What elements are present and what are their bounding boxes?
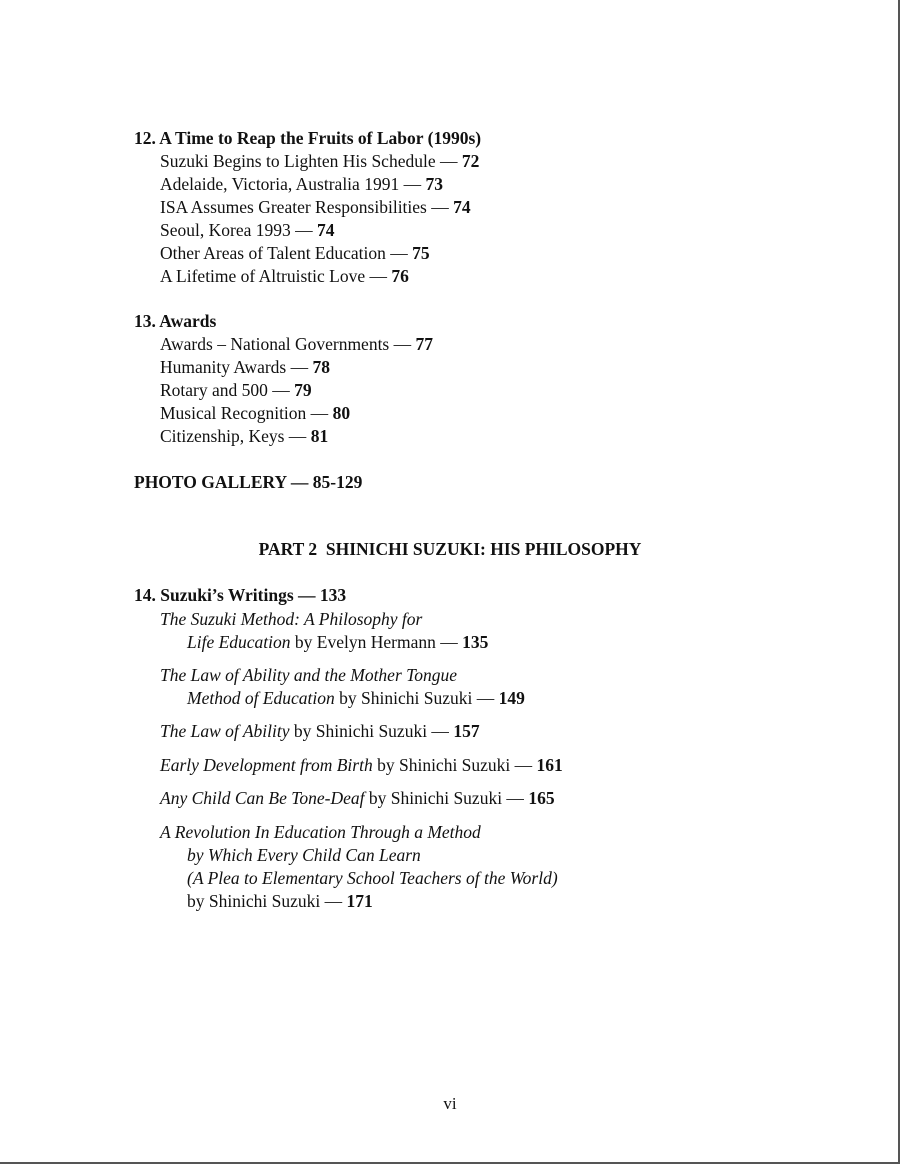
- entry-title: Suzuki Begins to Lighten His Schedule —: [160, 151, 462, 171]
- writing-title-cont: [187, 687, 525, 709]
- writing-title: Early Development from Birth: [160, 755, 373, 775]
- entry-title: Seoul, Korea 1993 —: [160, 220, 317, 240]
- writing-author-line: [187, 890, 373, 912]
- toc-entry[interactable]: [160, 402, 350, 424]
- entry-page: 80: [332, 403, 351, 423]
- chapter-12-heading: 12. A Time to Reap the Fruits of Labor (1990s): [134, 128, 482, 148]
- writing-entry[interactable]: [160, 787, 555, 809]
- entry-page: 157: [453, 721, 480, 741]
- toc-entry[interactable]: [160, 242, 430, 264]
- entry-page: 74: [317, 220, 335, 240]
- toc-entry[interactable]: [160, 265, 409, 287]
- entry-title: Citizenship, Keys —: [160, 426, 311, 446]
- writing-author: by Shinichi Suzuki —: [372, 755, 537, 775]
- writing-entry[interactable]: [160, 754, 563, 776]
- part-2-heading: PART 2 SHINICHI SUZUKI: HIS PHILOSOPHY: [258, 539, 642, 559]
- entry-title: Other Areas of Talent Education —: [160, 243, 413, 263]
- entry-title: Rotary and 500 —: [160, 380, 295, 400]
- writing-author: by Shinichi Suzuki —: [289, 721, 454, 741]
- toc-entry[interactable]: [160, 150, 479, 172]
- entry-page: 149: [498, 688, 525, 708]
- page-number: vi: [443, 1094, 457, 1113]
- entry-page: 135: [462, 632, 489, 652]
- toc-entry[interactable]: [160, 379, 312, 401]
- photo-gallery-entry[interactable]: PHOTO GALLERY — 85-129: [134, 472, 363, 492]
- writing-title: Method of Education: [187, 688, 335, 708]
- entry-page: 165: [528, 788, 555, 808]
- writing-title: The Suzuki Method: A Philosophy for: [160, 609, 423, 629]
- entry-page: 74: [453, 197, 471, 217]
- entry-title: Adelaide, Victoria, Australia 1991 —: [160, 174, 426, 194]
- entry-page: 161: [536, 755, 563, 775]
- toc-entry[interactable]: [160, 219, 335, 241]
- writing-title: Any Child Can Be Tone-Deaf: [160, 788, 365, 808]
- entry-page: 76: [391, 266, 409, 286]
- toc-entry[interactable]: [160, 356, 330, 378]
- entry-page: 75: [412, 243, 430, 263]
- writing-author: by Shinichi Suzuki —: [187, 891, 347, 911]
- entry-page: 79: [294, 380, 312, 400]
- entry-title: Humanity Awards —: [160, 357, 313, 377]
- writing-title: Life Education: [187, 632, 291, 652]
- writing-title: The Law of Ability and the Mother Tongue: [160, 665, 458, 685]
- writing-title: A Revolution In Education Through a Method: [160, 822, 481, 842]
- entry-page: 73: [425, 174, 443, 194]
- entry-title: ISA Assumes Greater Responsibilities —: [160, 197, 454, 217]
- entry-page: 78: [312, 357, 330, 377]
- entry-title: Musical Recognition —: [160, 403, 333, 423]
- writing-entry[interactable]: [160, 720, 480, 742]
- entry-title: Awards – National Governments —: [160, 334, 416, 354]
- entry-page: 171: [346, 891, 373, 911]
- writing-title-cont: (A Plea to Elementary School Teachers of the World): [187, 868, 558, 888]
- writing-title-cont: by Which Every Child Can Learn: [187, 845, 421, 865]
- toc-entry[interactable]: [160, 425, 328, 447]
- toc-entry[interactable]: [160, 173, 443, 195]
- toc-entry[interactable]: [160, 196, 471, 218]
- entry-page: 77: [415, 334, 433, 354]
- writing-author: by Evelyn Hermann —: [290, 632, 463, 652]
- writing-title: The Law of Ability: [160, 721, 290, 741]
- entry-title: A Lifetime of Altruistic Love —: [160, 266, 392, 286]
- chapter-13-heading: 13. Awards: [134, 311, 217, 331]
- toc-entry[interactable]: [160, 333, 433, 355]
- entry-page: 72: [461, 151, 480, 171]
- entry-page: 81: [310, 426, 329, 446]
- writing-title-cont: [187, 631, 488, 653]
- chapter-14-heading: 14. Suzuki’s Writings — 133: [134, 585, 347, 605]
- writing-author: by Shinichi Suzuki —: [364, 788, 529, 808]
- writing-author: by Shinichi Suzuki —: [334, 688, 499, 708]
